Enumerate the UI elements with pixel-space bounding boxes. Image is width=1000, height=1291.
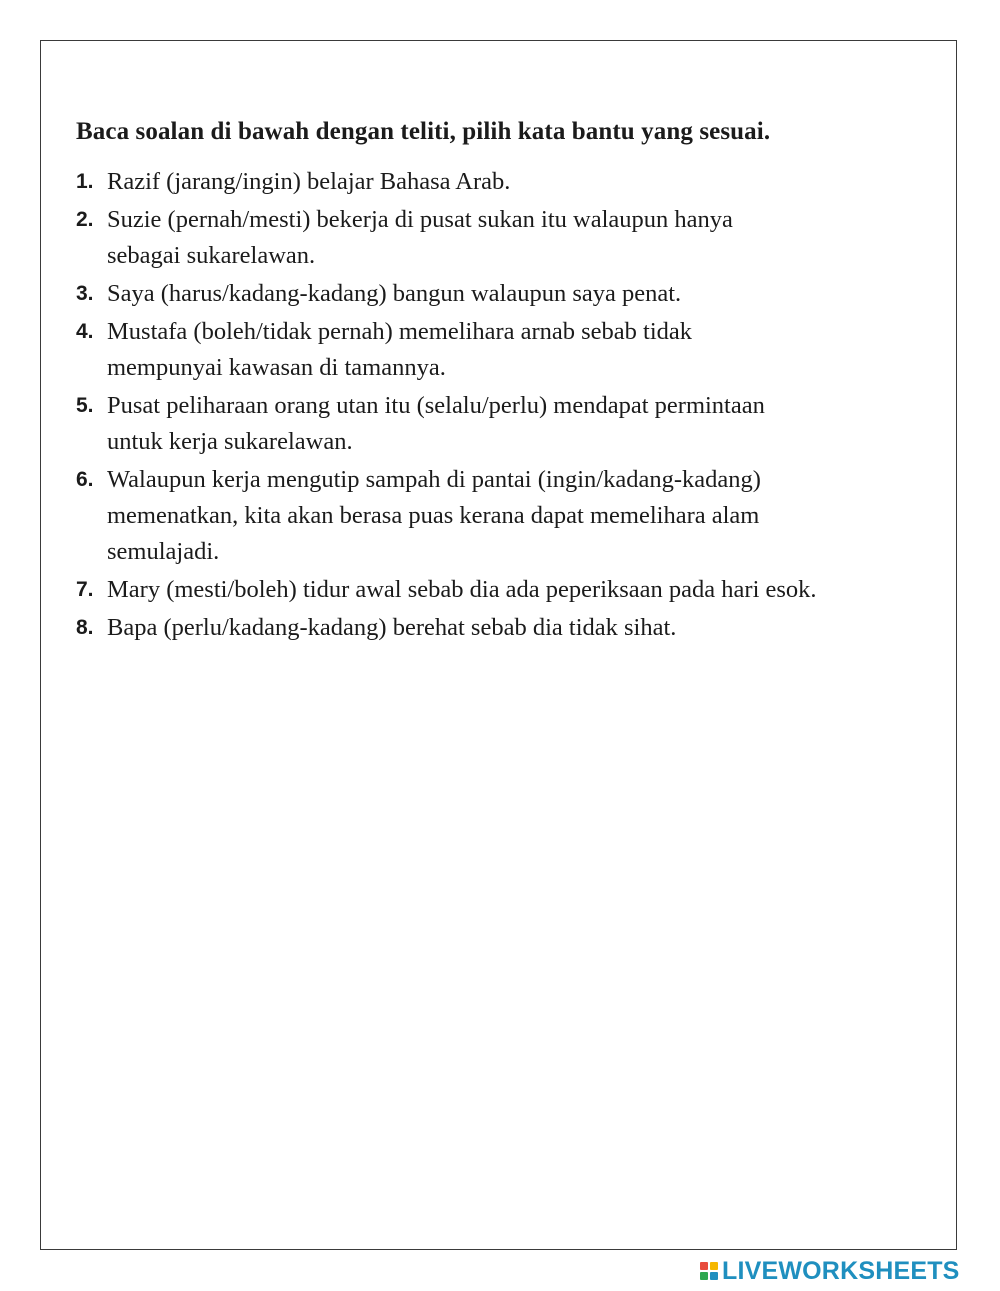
question-text-line: Pusat peliharaan orang utan itu (selalu/perlu) mendapat permintaan [107,392,765,419]
question-text-line: sebagai sukarelawan. [107,242,316,269]
question-text-line: Razif (jarang/ingin) belajar Bahasa Arab. [107,168,511,195]
question-text-line: semulajadi. [107,538,220,565]
question-item [76,164,936,200]
liveworksheets-logo-icon [700,1262,718,1280]
logo-square [700,1262,708,1270]
question-number: 8. [76,616,94,639]
logo-square [710,1262,718,1270]
logo-square [710,1272,718,1280]
question-number: 2. [76,208,94,231]
question-number: 5. [76,394,94,417]
question-item [76,202,936,274]
question-item [76,572,936,608]
question-text-line: memenatkan, kita akan berasa puas kerana dapat memelihara alam [107,502,760,529]
question-number: 1. [76,170,94,193]
question-item [76,462,936,570]
question-number: 4. [76,320,94,343]
question-text-line: Mustafa (boleh/tidak pernah) memelihara arnab sebab tidak [107,318,693,345]
question-number: 6. [76,468,94,491]
question-text-line: Suzie (pernah/mesti) bekerja di pusat sukan itu walaupun hanya [107,206,733,233]
instruction-heading: Baca soalan di bawah dengan teliti, pilih kata bantu yang sesuai. [76,118,771,145]
logo-square [700,1272,708,1280]
question-number: 3. [76,282,94,305]
question-text-line: Bapa (perlu/kadang-kadang) berehat sebab dia tidak sihat. [107,614,677,641]
question-text-line: Saya (harus/kadang-kadang) bangun walaupun saya penat. [107,280,682,307]
question-text-line: Walaupun kerja mengutip sampah di pantai (ingin/kadang-kadang) [107,466,761,493]
question-text-line: Mary (mesti/boleh) tidur awal sebab dia ada peperiksaan pada hari esok. [107,576,817,603]
question-text-line: mempunyai kawasan di tamannya. [107,354,446,381]
question-text-line: untuk kerja sukarelawan. [107,428,353,455]
question-item [76,314,936,386]
question-number: 7. [76,578,94,601]
question-item [76,276,936,312]
question-list [76,164,936,648]
liveworksheets-brand [700,1257,960,1285]
brand-name: LIVEWORKSHEETS [722,1256,960,1285]
question-item [76,610,936,646]
question-item [76,388,936,460]
